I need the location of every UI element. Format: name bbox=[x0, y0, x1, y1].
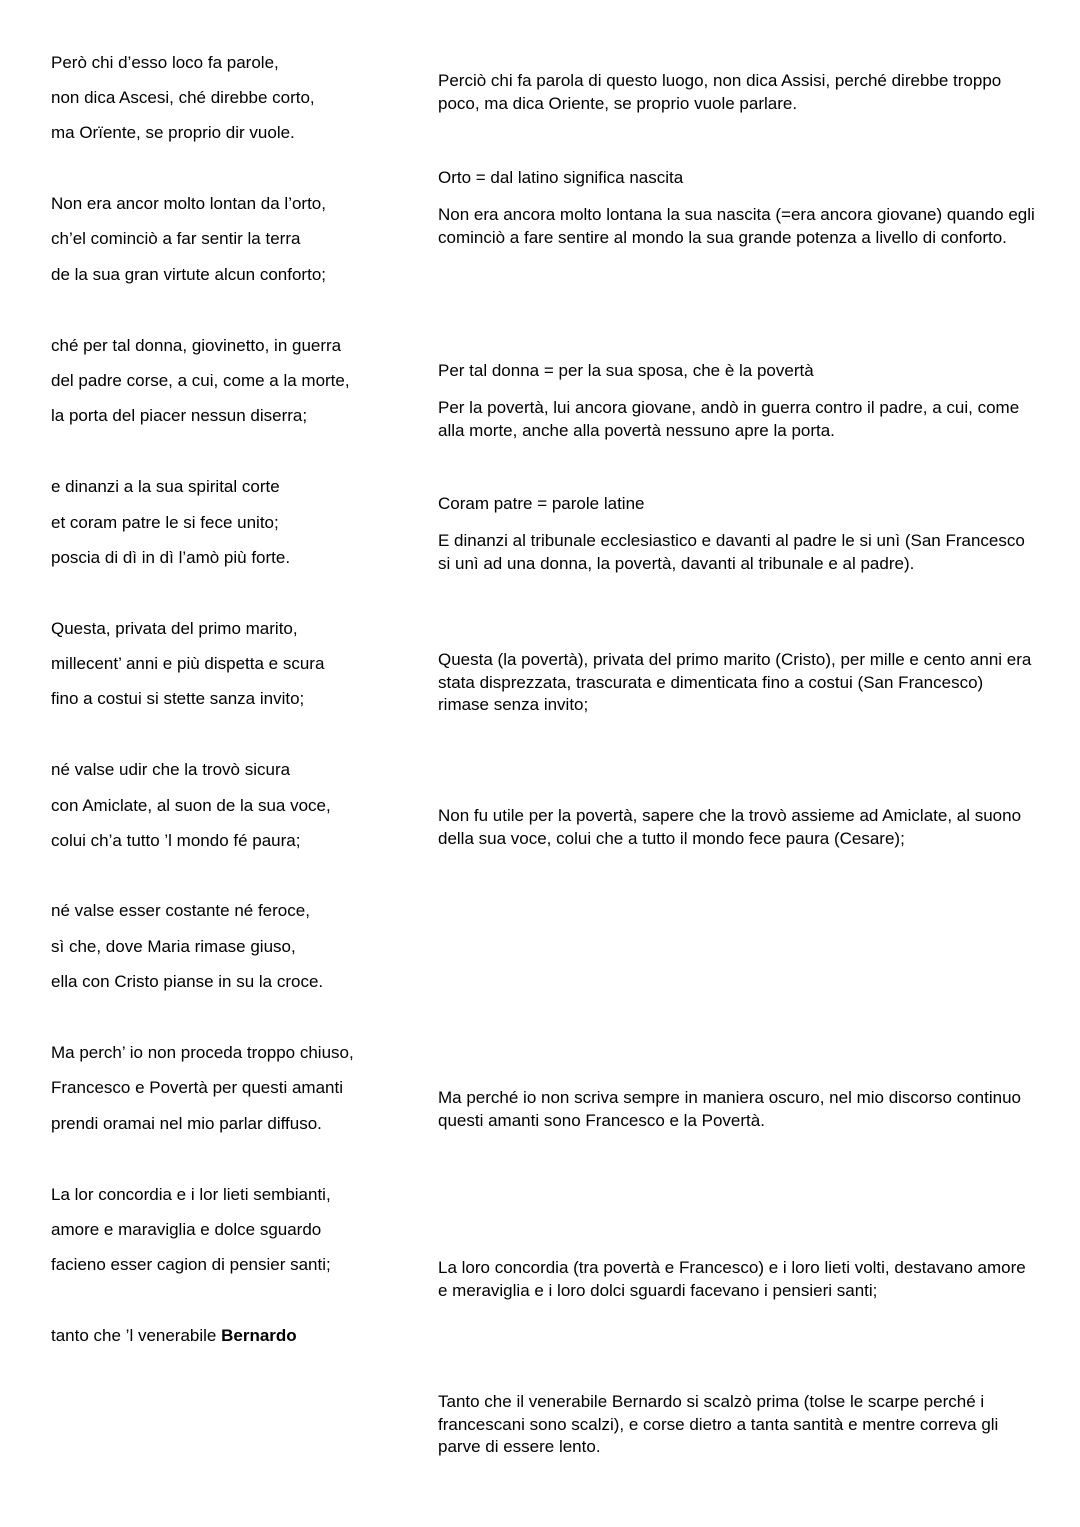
verse-line: fino a costui si stette sanza invito; bbox=[51, 689, 305, 708]
bold-name: Bernardo bbox=[221, 1326, 297, 1345]
verse-line: Non era ancor molto lontan da l’orto, bbox=[51, 194, 326, 213]
verse-line: ché per tal donna, giovinetto, in guerra bbox=[51, 336, 342, 355]
verse-line: la porta del piacer nessun diserra; bbox=[51, 406, 308, 425]
note-definition: Per tal donna = per la sua sposa, che è la povertà bbox=[438, 361, 814, 380]
verse-line: Francesco e Povertà per questi amanti bbox=[51, 1078, 343, 1097]
verse-line: non dica Ascesi, ché direbbe corto, bbox=[51, 88, 315, 107]
verse-line: Ma perch’ io non proceda troppo chiuso, bbox=[51, 1043, 354, 1062]
paraphrase-paragraph: Per la povertà, lui ancora giovane, andò in guerra contro il padre, a cui, come alla morte, anche alla povertà nessuno apre la porta. bbox=[438, 398, 1020, 440]
paraphrase-paragraph: Non era ancora molto lontana la sua nascita (=era ancora giovane) quando egli cominciò a fare sentire al mondo la sua grande potenza a livello di conforto. bbox=[438, 205, 1035, 247]
paraphrase-paragraph: Questa (la povertà), privata del primo marito (Cristo), per mille e cento anni era stata disprezzata, trascurata e dimenticata fino a costui (San Francesco) rimase senza invito; bbox=[438, 650, 1032, 714]
verse-line: de la sua gran virtute alcun conforto; bbox=[51, 265, 326, 284]
verse-line: facieno esser cagion di pensier santi; bbox=[51, 1255, 331, 1274]
verse-line: La lor concordia e i lor lieti sembianti, bbox=[51, 1185, 331, 1204]
verse-line: Però chi d’esso loco fa parole, bbox=[51, 53, 279, 72]
note-definition: Orto = dal latino significa nascita bbox=[438, 168, 684, 187]
paraphrase-paragraph: E dinanzi al tribunale ecclesiastico e davanti al padre le si unì (San Francesco si unì ad una donna, la povertà, davanti al tribunale e al padre). bbox=[438, 531, 1025, 573]
verse-line: et coram patre le si fece unito; bbox=[51, 513, 279, 532]
verse-line: del padre corse, a cui, come a la morte, bbox=[51, 371, 350, 390]
paraphrase-paragraph: Perciò chi fa parola di questo luogo, non dica Assisi, perché direbbe troppo poco, ma dica Oriente, se proprio vuole parlare. bbox=[438, 71, 1002, 113]
verse-line: con Amiclate, al suon de la sua voce, bbox=[51, 796, 331, 815]
verse-line: Questa, privata del primo marito, bbox=[51, 619, 298, 638]
verse-line: e dinanzi a la sua spirital corte bbox=[51, 477, 280, 496]
note-definition: Coram patre = parole latine bbox=[438, 494, 645, 513]
verse-line: colui ch’a tutto ’l mondo fé paura; bbox=[51, 831, 301, 850]
paraphrase-paragraph: Ma perché io non scriva sempre in maniera oscuro, nel mio discorso continuo questi amanti sono Francesco e la Povertà. bbox=[438, 1088, 1021, 1130]
verse-line: ma Orïente, se proprio dir vuole. bbox=[51, 123, 295, 142]
verse-line: né valse esser costante né feroce, bbox=[51, 901, 310, 920]
verse-text: tanto che ’l venerabile bbox=[51, 1326, 222, 1345]
paraphrase-paragraph: La loro concordia (tra povertà e Francesco) e i loro lieti volti, destavano amore e meraviglia e i loro dolci sguardi facevano i pensieri santi; bbox=[438, 1258, 1026, 1300]
paraphrase-paragraph: Tanto che il venerabile Bernardo si scalzò prima (tolse le scarpe perché i francescani sono scalzi), e corse dietro a tanta santità e mentre correva gli parve di essere lento. bbox=[438, 1392, 999, 1456]
verse-line: prendi oramai nel mio parlar diffuso. bbox=[51, 1114, 322, 1133]
verse-line: ella con Cristo pianse in su la croce. bbox=[51, 972, 324, 991]
verse-line: né valse udir che la trovò sicura bbox=[51, 760, 291, 779]
verse-line: sì che, dove Maria rimase giuso, bbox=[51, 937, 296, 956]
verse-line: millecent’ anni e più dispetta e scura bbox=[51, 654, 325, 673]
paraphrase-paragraph: Non fu utile per la povertà, sapere che la trovò assieme ad Amiclate, al suono della sua voce, colui che a tutto il mondo fece paura (Cesare); bbox=[438, 806, 1022, 848]
verse-line: ch’el cominciò a far sentir la terra bbox=[51, 229, 301, 248]
verse-line: poscia di dì in dì l’amò più forte. bbox=[51, 548, 291, 567]
verse-line bbox=[51, 1326, 297, 1346]
verse-line: amore e maraviglia e dolce sguardo bbox=[51, 1220, 322, 1239]
